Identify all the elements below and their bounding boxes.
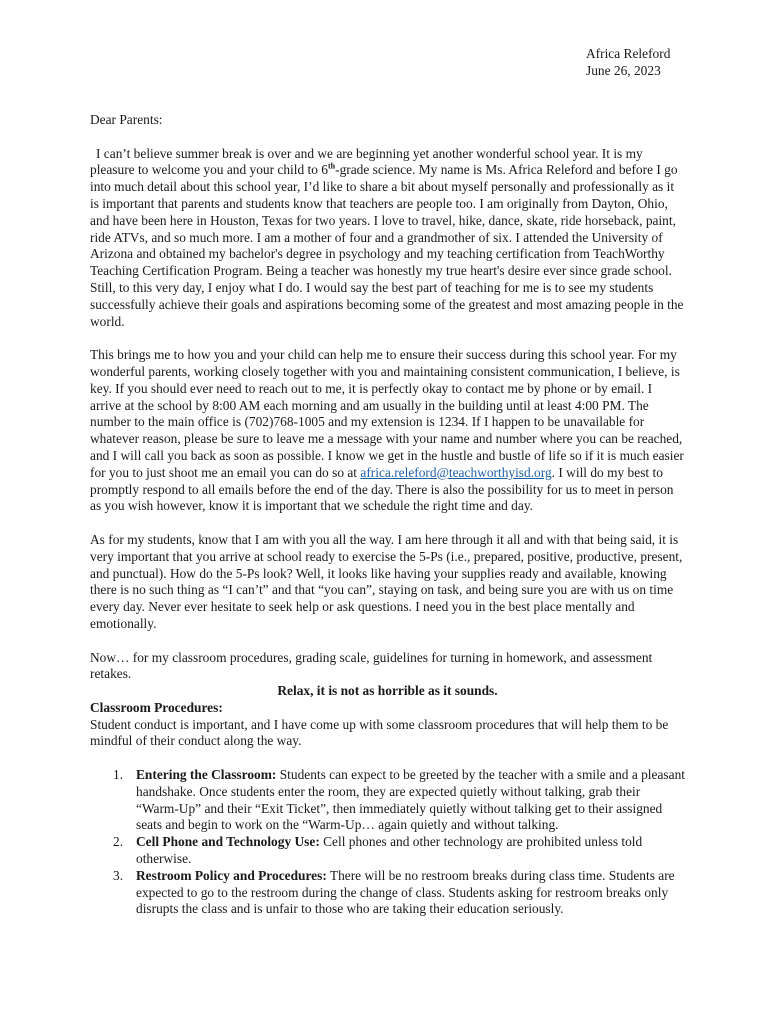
email-link[interactable]: africa.releford@teachworthyisd.org bbox=[360, 464, 552, 480]
procedures-heading: Classroom Procedures: bbox=[90, 699, 223, 715]
list-item-number: 1. bbox=[113, 767, 124, 783]
letter-date: June 26, 2023 bbox=[586, 62, 661, 78]
letter-header bbox=[586, 46, 670, 80]
list-item-text: Cell phones and other technology are prohibited unless told otherwise. bbox=[136, 834, 643, 867]
author-name: Africa Releford bbox=[586, 46, 671, 61]
contact-text-part2: . I will do my best to promptly respond to all emails before the end of the day. There is also the possibility for us to meet in person as you wish however, know it is important that we schedule the right time and day. bbox=[90, 464, 674, 514]
relax-line: Relax, it is not as horrible as it sounds. bbox=[277, 683, 498, 699]
procedures-intro-paragraph: Now… for my classroom procedures, grading scale, guidelines for turning in homework, and assessment retakes. bbox=[90, 649, 653, 682]
list-item-number: 3. bbox=[113, 867, 124, 883]
procedures-list bbox=[90, 767, 685, 918]
procedures-intro: Student conduct is important, and I have come up with some classroom procedures that will help them to be mindful of their conduct along the way. bbox=[90, 716, 669, 749]
list-item bbox=[90, 868, 685, 918]
list-item-title: Restroom Policy and Procedures: bbox=[136, 867, 327, 883]
list-item-title: Cell Phone and Technology Use: bbox=[136, 834, 320, 850]
list-item bbox=[90, 767, 685, 834]
contact-text-part1: This brings me to how you and your child can help me to ensure their success during this school year. For my wonderful parents, working closely together with you and maintaining consistent communication, I believe, is key. If you should ever need to reach out to me, it is perfectly okay to contact me by phone or by email. I arrive at the school by 8:00 AM each morning and am usually in the building until at least 4:00 PM. The number to the main office is (702)768-1005 and my extension is 1234. If I happen to be unavailable for whatever reason, please be sure to leave me a message with your name and number where you can be reached, and I will call you back as soon as possible. I know we get in the hustle and bustle of life so if it is much easier for you to just shoot me an email you can do so at bbox=[90, 347, 684, 480]
intro-text-part2: -grade science. My name is Ms. Africa Releford and before I go into much detail about this school year, I’d like to share a bit about myself personally and professionally as it is important that parents and students know that teachers are people too. I am originally from Dayton, Ohio, and have been here in Houston, Texas for two years. I love to travel, hike, dance, skate, ride horseback, paint, ride ATVs, and so much more. I am a mother of four and a grandmother of six. I attended the University of Arizona and obtained my bachelor's degree in psychology and my teaching certification from TeachWorthy Teaching Certification Program. Being a teacher was honestly my true heart's desire ever since grade school. Still, to this very day, I enjoy what I do. I would say the best part of teaching for me is to see my students successfully achieve their goals and aspirations becoming some of the greatest and most amazing people in the world. bbox=[90, 162, 684, 329]
list-item-text: There will be no restroom breaks during class time. Students are expected to go to the restroom during the change of class. Students asking for restroom breaks only disrupts the class and is unfair to those who are taking their education seriously. bbox=[136, 867, 675, 917]
letter-body bbox=[90, 112, 685, 918]
intro-text-part1: I can’t believe summer break is over and we are beginning yet another wonderful school year. It is my pleasure to welcome you and your child to 6 bbox=[90, 145, 643, 178]
list-item-text: Students can expect to be greeted by the teacher with a smile and a pleasant handshake. Once students enter the room, they are expected quietly without talking, grab their “Warm-Up” and their “Exit Ticket”, then immediately quietly without talking get to their assigned seats and begin to work on the “Warm-Up… again quietly and without talking. bbox=[136, 767, 685, 833]
salutation: Dear Parents: bbox=[90, 112, 163, 127]
students-paragraph: As for my students, know that I am with you all the way. I am here through it all and with that being said, it is very important that you arrive at school ready to exercise the 5-Ps (i.e., prepared, positive, productive, present, and punctual). How do the 5-Ps look? Well, it looks like having your supplies ready and available, knowing there is no such thing as “I can’t” and that “you can”, staying on task, and being sure you are with us on time every day. Never ever hesitate to seek help or ask questions. I need you in the best place mentally and emotionally. bbox=[90, 531, 683, 631]
list-item bbox=[90, 834, 685, 868]
contact-paragraph bbox=[90, 347, 685, 515]
intro-paragraph bbox=[90, 146, 685, 331]
list-item-title: Entering the Classroom: bbox=[136, 767, 277, 783]
grade-superscript: th bbox=[328, 161, 336, 171]
list-item-number: 2. bbox=[113, 834, 124, 850]
